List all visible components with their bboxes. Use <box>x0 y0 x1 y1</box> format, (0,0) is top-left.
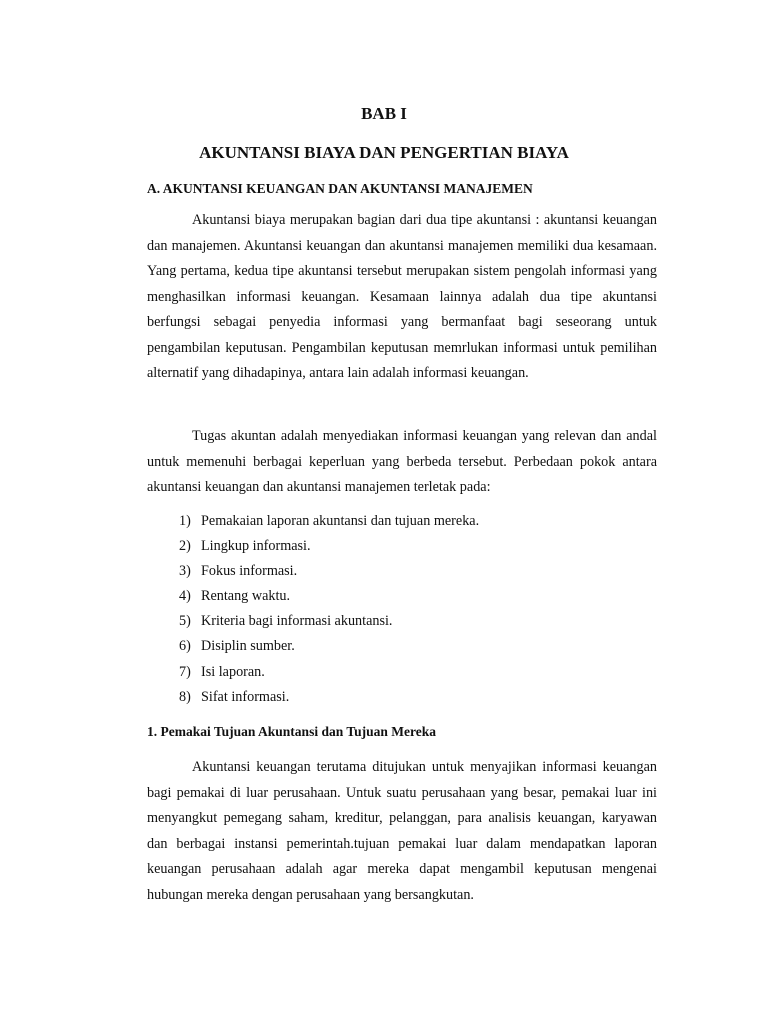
list-item <box>179 559 479 584</box>
list-item <box>179 634 479 659</box>
section-a-paragraph-1: Akuntansi biaya merupakan bagian dari dua tipe akuntansi : akuntansi keuangan dan manajemen. Akuntansi keuangan dan akuntansi manajemen memiliki dua kesamaan. Yang pertama, kedua tipe akuntansi tersebut merupakan sistem pengolah informasi yang menghasilkan informasi keuangan. Kesamaan lainnya adalah dua tipe akuntansi berfungsi sebagai penyedia informasi yang bermanfaat bagi seseorang untuk pengambilan keputusan. Pengambilan keputusan memrlukan informasi untuk pemilihan alternatif yang dihadapinya, antara lain adalah informasi keuangan. <box>147 212 657 381</box>
list-item-number: 6) <box>179 638 191 655</box>
section-1-paragraph: Akuntansi keuangan terutama ditujukan untuk menyajikan informasi keuangan bagi pemakai di luar perusahaan. Untuk suatu perusahaan yang besar, pemakai luar ini menyangkut pemegang saham, kreditur, pelanggan, para analisis keuangan, karyawan dan berbagai instansi pemerintah.tujuan pemakai luar dalam mendapatkan laporan keuangan perusahaan adalah agar mereka dapat mengambil keputusan mengenai hubungan mereka dengan perusahaan yang bersangkutan. <box>147 759 657 903</box>
differences-list <box>179 509 479 710</box>
list-item-number: 8) <box>179 688 191 705</box>
list-item <box>179 660 479 685</box>
section-a-heading: A. AKUNTANSI KEUANGAN DAN AKUNTANSI MANAJEMEN <box>147 181 533 196</box>
list-item-text: Lingkup informasi. <box>201 538 311 555</box>
list-item-text: Pemakaian laporan akuntansi dan tujuan mereka. <box>201 513 480 529</box>
list-item-text: Kriteria bagi informasi akuntansi. <box>201 613 393 630</box>
list-item <box>179 584 479 609</box>
list-item-number: 4) <box>179 588 191 605</box>
section-1-heading: 1. Pemakai Tujuan Akuntansi dan Tujuan Mereka <box>147 724 436 739</box>
list-item-number: 2) <box>179 538 191 555</box>
list-item-text: Disiplin sumber. <box>201 638 295 655</box>
list-item-number: 5) <box>179 613 191 630</box>
list-item <box>179 685 479 710</box>
chapter-label: BAB I <box>361 104 407 123</box>
list-item-text: Sifat informasi. <box>201 688 290 705</box>
list-item-number: 7) <box>179 663 191 680</box>
list-item <box>179 609 479 634</box>
list-item-text: Isi laporan. <box>201 663 265 680</box>
list-item-number: 3) <box>179 563 191 580</box>
list-item-text: Rentang waktu. <box>201 588 291 605</box>
list-item <box>179 534 479 559</box>
list-item-number: 1) <box>179 513 191 529</box>
list-item-text: Fokus informasi. <box>201 563 298 580</box>
chapter-title: AKUNTANSI BIAYA DAN PENGERTIAN BIAYA <box>199 143 569 162</box>
list-item <box>179 509 479 534</box>
section-a-paragraph-2: Tugas akuntan adalah menyediakan informasi keuangan yang relevan dan andal untuk memenuhi berbagai keperluan yang berbeda tersebut. Perbedaan pokok antara akuntansi keuangan dan akuntansi manajemen terletak pada: <box>147 428 657 495</box>
